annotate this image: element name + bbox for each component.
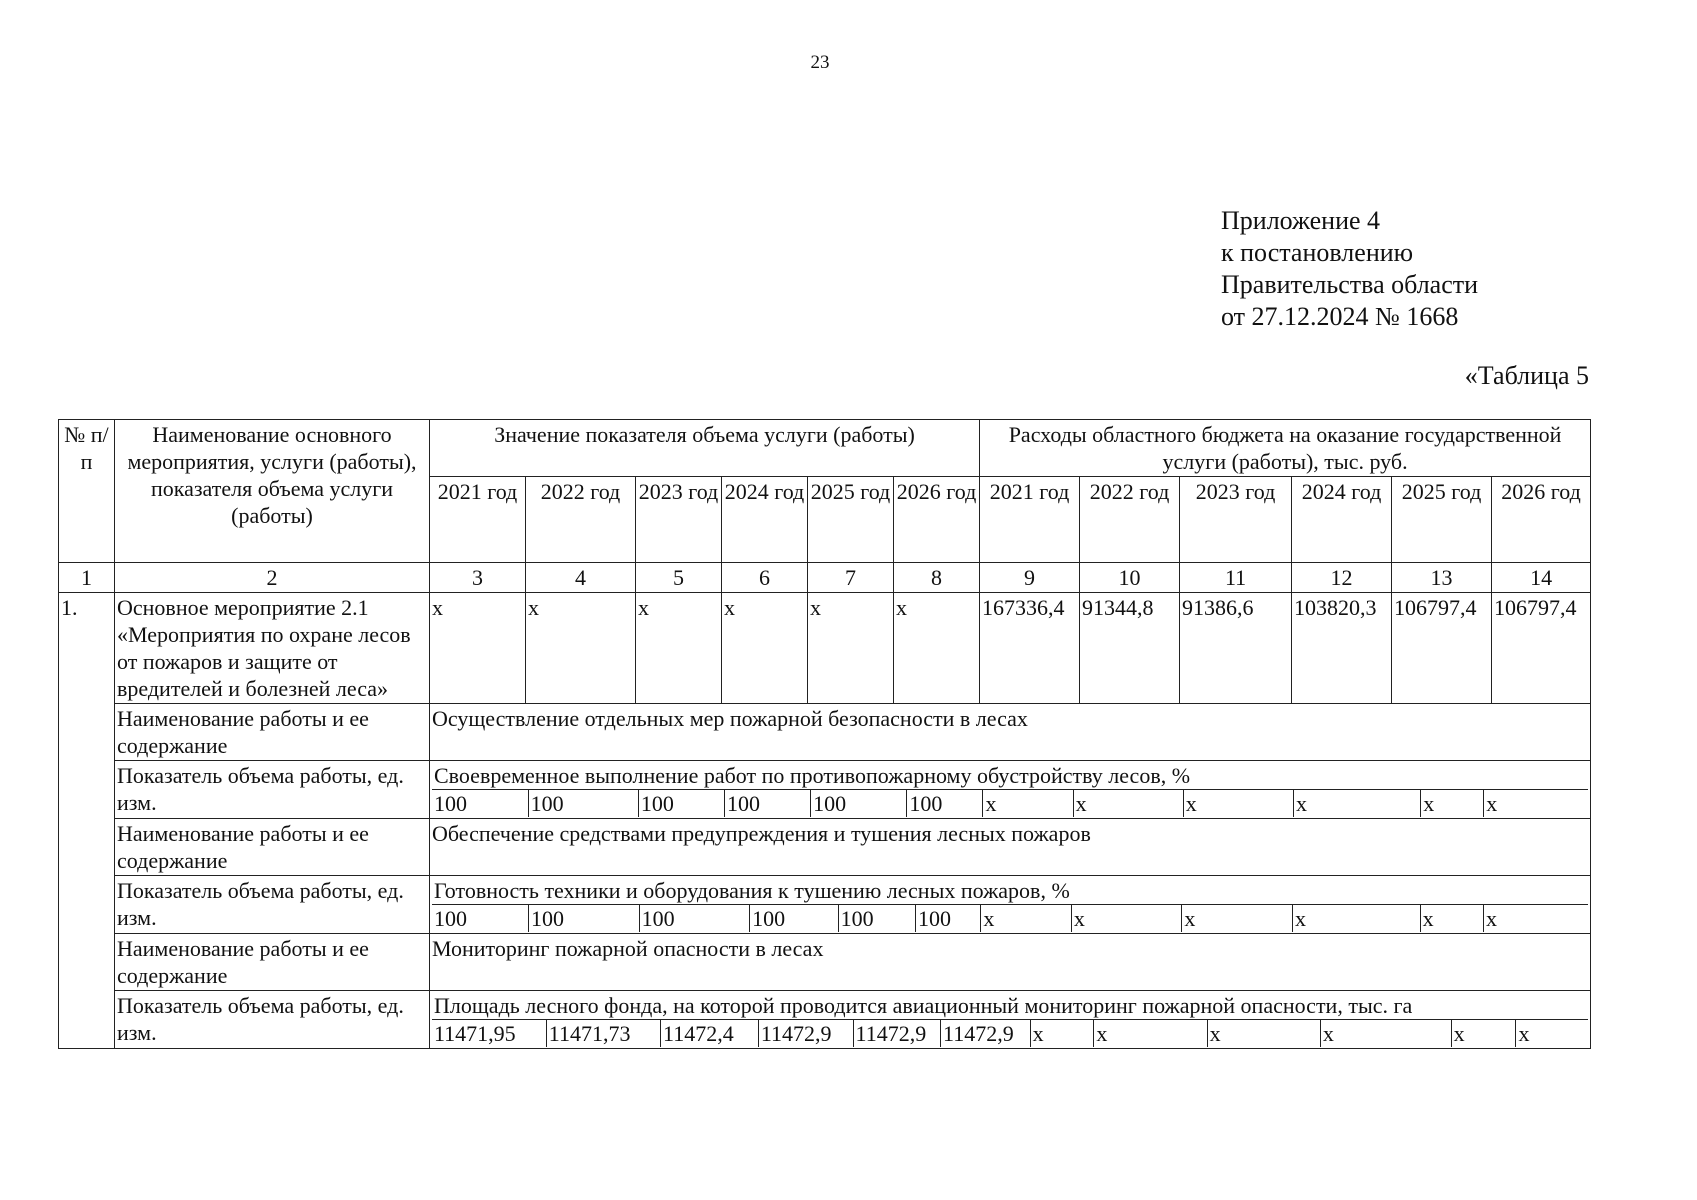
- indicator-value-cell: 11471,95: [434, 1021, 516, 1046]
- header-volume-year: 2022 год: [526, 477, 636, 563]
- header-expense-year: 2026 год: [1492, 477, 1591, 563]
- volume-value: x: [808, 593, 894, 704]
- indicator-value-cell: x: [1421, 790, 1484, 817]
- indicator-cell: [430, 761, 1591, 819]
- indicator-row: [59, 761, 1591, 819]
- column-number: 2: [115, 563, 430, 593]
- indicator-value-cell: 100: [811, 790, 907, 817]
- work-name-row: [59, 704, 1591, 761]
- indicator-value-cell: x: [1207, 1020, 1320, 1047]
- indicator-value-cell: 100: [725, 790, 811, 817]
- volume-value: x: [722, 593, 808, 704]
- indicator-value-cell: 100: [750, 905, 838, 932]
- indicator-value-cell: x: [1451, 1020, 1516, 1047]
- indicator-row: [59, 876, 1591, 934]
- appendix-block: [1221, 205, 1478, 333]
- header-volume-group: Значение показателя объема услуги (работы): [430, 420, 980, 477]
- header-volume-year: 2021 год: [430, 477, 526, 563]
- appendix-line: Правительства области: [1221, 270, 1479, 299]
- header-expense-year: 2024 год: [1292, 477, 1392, 563]
- header-expense-year: 2025 год: [1392, 477, 1492, 563]
- work-name-value: Осуществление отдельных мер пожарной безопасности в лесах: [430, 704, 1591, 761]
- indicator-value-cell: x: [1071, 905, 1182, 932]
- indicator-value-cell: 11471,73: [546, 1020, 660, 1047]
- expense-value: 103820,3: [1292, 593, 1392, 704]
- column-number: 5: [636, 563, 722, 593]
- header-num: № п/п: [59, 420, 115, 563]
- page-number: 23: [810, 52, 830, 73]
- expense-value: 167336,4: [980, 593, 1080, 704]
- indicator-value-cell: 11472,4: [661, 1020, 759, 1047]
- work-name-row: [59, 934, 1591, 991]
- indicator-row: [59, 991, 1591, 1049]
- header-expense-group: Расходы областного бюджета на оказание государственной услуги (работы), тыс. руб.: [980, 420, 1591, 477]
- indicator-value-cell: 100: [916, 905, 981, 932]
- indicator-value-cell: x: [1516, 1020, 1588, 1047]
- column-number-row: [59, 563, 1591, 593]
- column-number: 7: [808, 563, 894, 593]
- indicator-value-cell: x: [1182, 905, 1293, 932]
- work-name-value: Обеспечение средствами предупреждения и тушения лесных пожаров: [430, 819, 1591, 876]
- indicator-cell: [430, 991, 1591, 1049]
- indicator-value: Готовность техники и оборудования к тушению лесных пожаров, %: [432, 877, 1588, 905]
- appendix-line: к постановлению: [1221, 238, 1414, 267]
- indicator-label: Показатель объема работы, ед. изм.: [115, 761, 430, 819]
- header-name: Наименование основного мероприятия, услуги (работы), показателя объема услуги (работы): [115, 420, 430, 563]
- indicator-value: Своевременное выполнение работ по противопожарному обустройству лесов, %: [432, 762, 1588, 790]
- indicator-cell: [430, 876, 1591, 934]
- column-number: 9: [980, 563, 1080, 593]
- indicator-value-cell: x: [1094, 1020, 1207, 1047]
- indicator-value-cell: x: [1183, 790, 1293, 817]
- main-activity-name: Основное мероприятие 2.1 «Мероприятия по охране лесов от пожаров и защите от вредителей и болезней леса»: [115, 593, 430, 704]
- main-activity-row: [59, 593, 1591, 704]
- volume-value: x: [430, 593, 526, 704]
- indicator-values: [432, 1020, 1588, 1047]
- header-expense-year: 2023 год: [1180, 477, 1292, 563]
- indicator-value-cell: 100: [434, 906, 467, 931]
- expense-value: 106797,4: [1492, 593, 1591, 704]
- indicator-value-cell: x: [981, 905, 1071, 932]
- indicator-value-cell: x: [1483, 905, 1588, 932]
- header-volume-year: 2026 год: [894, 477, 980, 563]
- indicator-value-cell: x: [1292, 905, 1420, 932]
- indicator-value-cell: 100: [639, 905, 750, 932]
- indicator-value-cell: 100: [638, 790, 724, 817]
- volume-value: x: [894, 593, 980, 704]
- indicator-value-cell: 100: [838, 905, 915, 932]
- expense-value: 106797,4: [1392, 593, 1492, 704]
- row-number: 1.: [59, 593, 115, 1049]
- work-name-value: Мониторинг пожарной опасности в лесах: [430, 934, 1591, 991]
- header-volume-year: 2023 год: [636, 477, 722, 563]
- column-number: 3: [430, 563, 526, 593]
- table-caption: «Таблица 5: [1464, 361, 1589, 390]
- column-number: 13: [1392, 563, 1492, 593]
- column-number: 8: [894, 563, 980, 593]
- column-number: 11: [1180, 563, 1292, 593]
- indicator-value-cell: 100: [528, 790, 638, 817]
- volume-value: x: [526, 593, 636, 704]
- indicator-value-cell: x: [1030, 1020, 1094, 1047]
- appendix-line: Приложение 4: [1221, 206, 1381, 235]
- header-expense-year: 2021 год: [980, 477, 1080, 563]
- header-volume-year: 2024 год: [722, 477, 808, 563]
- indicator-label: Показатель объема работы, ед. изм.: [115, 876, 430, 934]
- work-name-label: Наименование работы и ее содержание: [115, 934, 430, 991]
- column-number: 12: [1292, 563, 1392, 593]
- column-number: 6: [722, 563, 808, 593]
- work-name-row: [59, 819, 1591, 876]
- indicator-value: Площадь лесного фонда, на которой проводится авиационный мониторинг пожарной опасности, тыс. га: [432, 992, 1588, 1020]
- header-expense-year: 2022 год: [1080, 477, 1180, 563]
- column-number: 1: [59, 563, 115, 593]
- indicator-value-cell: 11472,9: [758, 1020, 853, 1047]
- volume-value: x: [636, 593, 722, 704]
- indicator-value-cell: x: [1484, 790, 1588, 817]
- indicator-value-cell: x: [1320, 1020, 1451, 1047]
- indicator-label: Показатель объема работы, ед. изм.: [115, 991, 430, 1049]
- indicator-value-cell: x: [1420, 905, 1483, 932]
- indicator-value-cell: 100: [907, 790, 983, 817]
- appendix-line: от 27.12.2024 № 1668: [1221, 302, 1459, 331]
- indicator-value-cell: x: [1073, 790, 1183, 817]
- expense-value: 91344,8: [1080, 593, 1180, 704]
- column-number: 4: [526, 563, 636, 593]
- indicator-value-cell: 100: [529, 905, 640, 932]
- data-table: [58, 419, 1591, 1049]
- column-number: 14: [1492, 563, 1591, 593]
- work-name-label: Наименование работы и ее содержание: [115, 704, 430, 761]
- work-name-label: Наименование работы и ее содержание: [115, 819, 430, 876]
- indicator-value-cell: 11472,9: [853, 1020, 941, 1047]
- indicator-value-cell: x: [983, 790, 1073, 817]
- expense-value: 91386,6: [1180, 593, 1292, 704]
- column-number: 10: [1080, 563, 1180, 593]
- indicator-value-cell: 100: [434, 791, 467, 816]
- indicator-values: [432, 790, 1588, 817]
- indicator-values: [432, 905, 1588, 932]
- indicator-value-cell: x: [1293, 790, 1420, 817]
- header-volume-year: 2025 год: [808, 477, 894, 563]
- indicator-value-cell: 11472,9: [941, 1020, 1031, 1047]
